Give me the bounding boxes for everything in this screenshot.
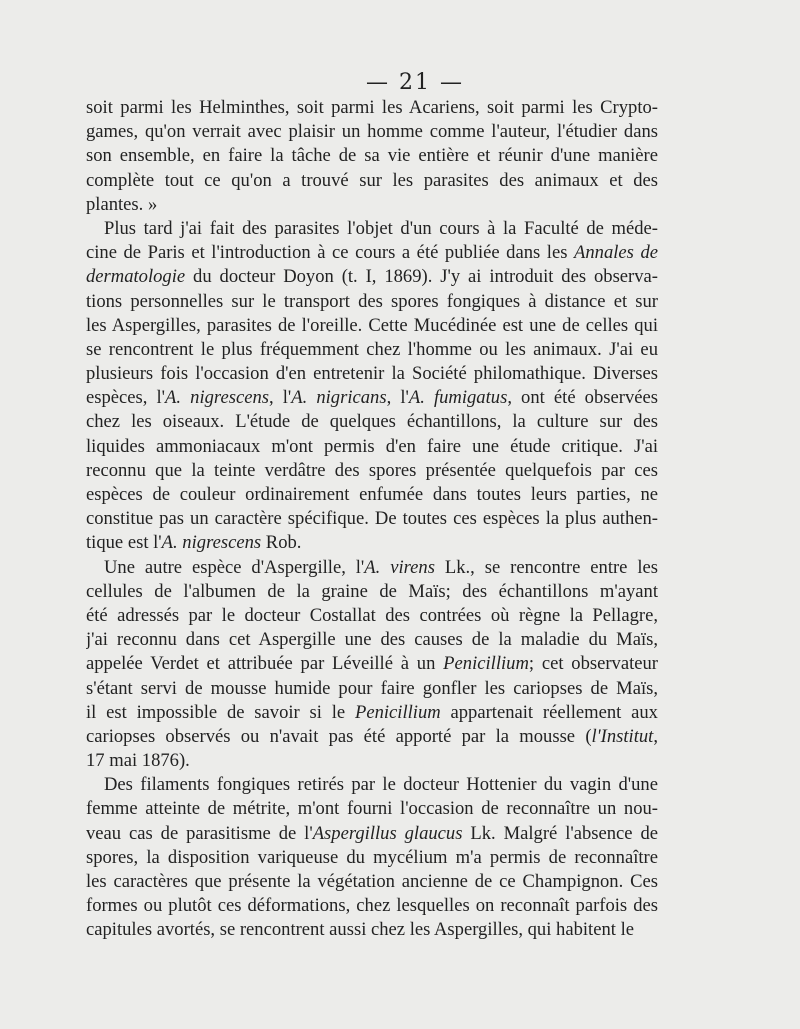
paragraph (86, 217, 658, 556)
text-run: cine de Paris et l'introduction à ce cours a été publiée dans les (86, 242, 574, 264)
text-line (86, 628, 658, 652)
text-run: reconnu que la teinte verdâtre des spores présentée quelquefois par ces (86, 459, 658, 481)
text-line (86, 290, 658, 314)
text-line (86, 435, 658, 459)
paragraph (86, 96, 658, 217)
text-run: les Aspergilles, parasites de l'oreille. Cette Mucédinée est une de celles qui (86, 314, 658, 336)
text-run: j'ai reconnu dans cet Aspergille une des causes de la maladie du Maïs, (86, 629, 658, 651)
text-run: 17 mai 1876). (86, 750, 190, 772)
paragraph (86, 773, 658, 942)
text-run: capitules avortés, se rencontrent aussi chez les Aspergilles, qui habitent le (86, 919, 635, 941)
text-run: Des filaments fongiques retirés par le docteur Hottenier du vagin d'une (104, 774, 658, 796)
text-run: espèces, l' (86, 387, 166, 409)
text-run: se rencontrent le plus fréquemment chez l'homme ou les animaux. J'ai eu (86, 338, 658, 360)
text-run: spores, la disposition variqueuse du mycélium m'a permis de reconnaître (86, 846, 658, 868)
text-line (86, 507, 658, 531)
text-run: plantes. » (86, 193, 158, 215)
italic-run: A. virens (364, 556, 435, 578)
text-line (86, 169, 658, 193)
text-run: plusieurs fois l'occasion d'en entretenir la Société philomathique. Diverses (86, 363, 658, 385)
text-line (86, 797, 658, 821)
text-run: Rob. (261, 532, 302, 554)
text-run: appartenait réellement aux (440, 701, 658, 723)
italic-run: Penicillium (443, 653, 529, 675)
text-line (86, 144, 658, 168)
text-run: appelée Verdet et attribuée par Léveillé à un (86, 653, 444, 675)
text-line (86, 894, 658, 918)
text-run: cariopses observés ou n'avait pas été apporté par la mousse ( (86, 725, 592, 747)
italic-run: l'Institut (591, 725, 654, 747)
text-run: s'étant servi de mousse humide pour faire gonfler les cariopses de Maïs, (86, 677, 658, 699)
text-line (86, 314, 658, 338)
text-line (86, 217, 658, 241)
text-run: il est impossible de savoir si le (86, 701, 355, 723)
text-run: veau cas de parasitisme de l' (86, 822, 313, 844)
text-run: du docteur Doyon (t. I, 1869). J'y ai introduit des observa- (185, 266, 658, 288)
italic-run: A. nigrescens (161, 532, 262, 554)
text-run: son ensemble, en faire la tâche de sa vie entière et réunir d'une manière (86, 145, 658, 167)
text-run: , l' (386, 387, 409, 409)
text-line (86, 604, 658, 628)
text-run: ; cet observateur (528, 653, 658, 675)
text-run: Une autre espèce d'Aspergille, l' (104, 556, 365, 578)
text-line (86, 701, 658, 725)
text-line (86, 193, 658, 217)
text-run: Plus tard j'ai fait des parasites l'objet d'un cours à la Faculté de méde- (104, 217, 658, 239)
body-text (86, 96, 658, 943)
text-line (86, 96, 658, 120)
text-line (86, 120, 658, 144)
text-line (86, 725, 658, 749)
text-line (86, 846, 658, 870)
italic-run: A. nigrescens (165, 387, 269, 409)
text-line (86, 870, 658, 894)
text-run: cellules de l'albumen de la graine de Maïs; des échantillons m'ayant (86, 580, 658, 602)
text-line (86, 338, 658, 362)
text-run: tique est l' (86, 532, 162, 554)
italic-run: A. nigricans (291, 387, 387, 409)
text-line (86, 556, 658, 580)
text-line (86, 386, 658, 410)
text-line (86, 580, 658, 604)
text-line (86, 459, 658, 483)
text-line (86, 677, 658, 701)
text-run: games, qu'on verrait avec plaisir un homme comme l'auteur, l'étudier dans (86, 121, 658, 143)
text-run: tions personnelles sur le transport des spores fongiques à distance et sur (86, 290, 658, 312)
text-line (86, 241, 658, 265)
text-line (86, 773, 658, 797)
italic-run: dermatologie (86, 266, 186, 288)
text-run: femme atteinte de métrite, m'ont fourni l'occasion de reconnaître un nou- (86, 798, 658, 820)
text-run: , l' (268, 387, 292, 409)
text-run: , (653, 725, 658, 747)
text-run: formes ou plutôt ces déformations, chez lesquelles on reconnaît parfois des (86, 895, 658, 917)
text-run: soit parmi les Helminthes, soit parmi les Acariens, soit parmi les Crypto- (86, 97, 658, 118)
text-run: chez les oiseaux. L'étude de quelques échantillons, la culture sur des (86, 411, 658, 433)
text-line (86, 749, 658, 773)
text-run: espèces de couleur ordinairement enfumée dans toutes leurs parties, ne (86, 484, 658, 505)
text-line (86, 265, 658, 289)
text-run: constitue pas un caractère spécifique. De toutes ces espèces la plus authen- (86, 508, 658, 530)
italic-run: A. fumigatus (408, 387, 508, 409)
page-number: — 21 — (366, 70, 464, 95)
text-line (86, 483, 658, 507)
text-line (86, 362, 658, 386)
text-run: été adressés par le docteur Costallat des contrées où règne la Pellagre, (86, 604, 658, 626)
text-run: complète tout ce qu'on a trouvé sur les parasites des animaux et des (86, 169, 658, 191)
text-run: Lk. Malgré l'absence de (462, 822, 658, 844)
text-run: , ont été observées (507, 387, 658, 409)
text-line (86, 410, 658, 434)
text-run: Lk., se rencontre entre les (434, 556, 658, 578)
text-run: les caractères que présente la végétation ancienne de ce Champignon. Ces (86, 871, 658, 892)
text-line (86, 918, 658, 942)
text-run: liquides ammoniacaux m'ont permis d'en faire une étude critique. J'ai (86, 435, 658, 457)
text-line (86, 531, 658, 555)
paragraph (86, 556, 658, 774)
text-line (86, 822, 658, 846)
italic-run: Aspergillus glaucus (312, 822, 463, 844)
text-line (86, 652, 658, 676)
italic-run: Annales de (574, 242, 658, 264)
italic-run: Penicillium (354, 701, 441, 723)
